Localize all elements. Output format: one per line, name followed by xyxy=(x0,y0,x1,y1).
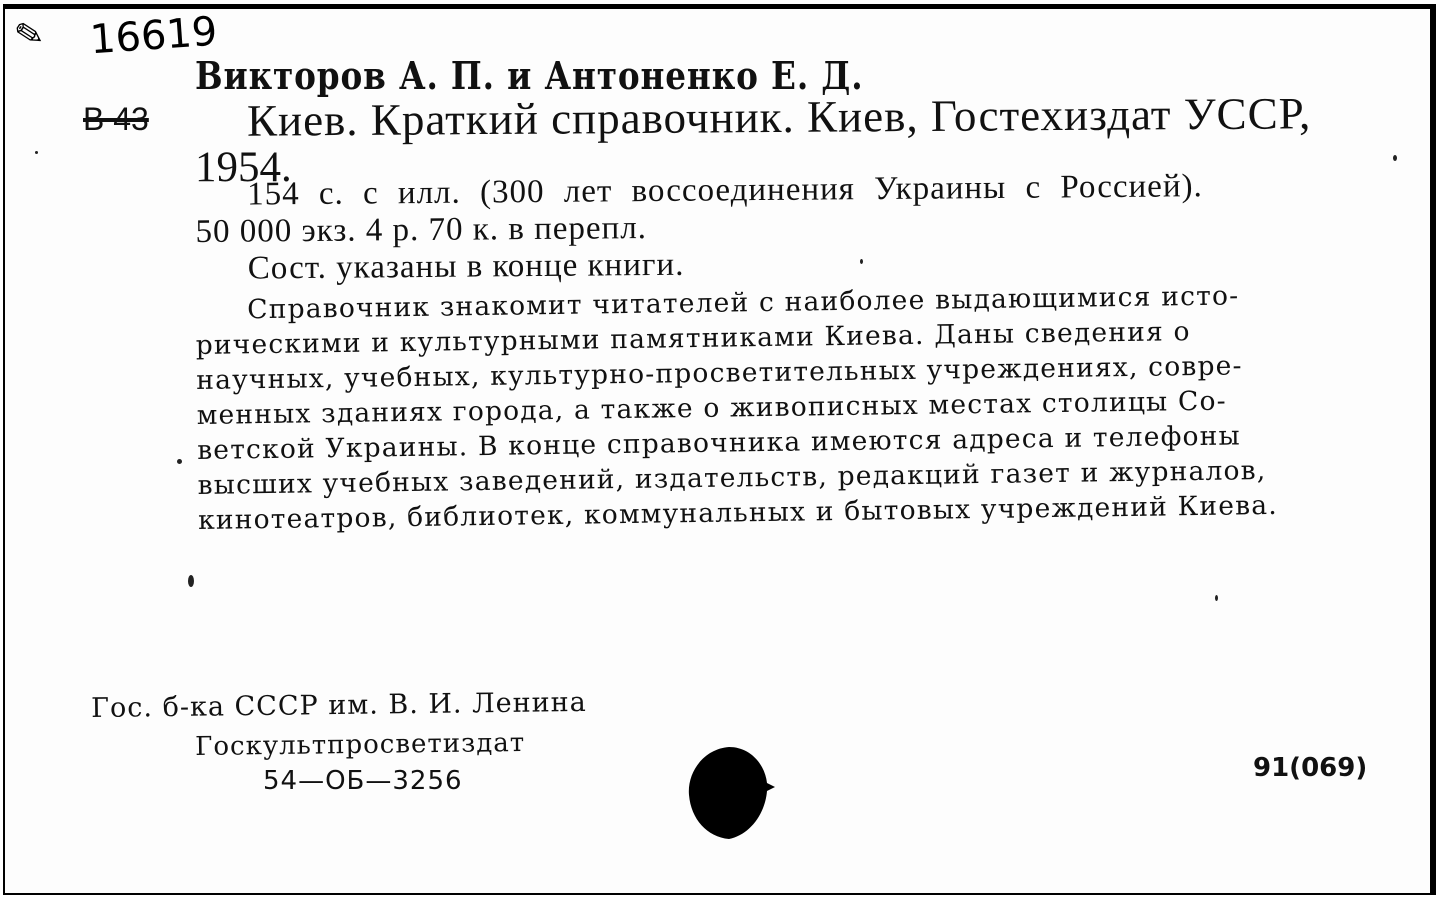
shelf-code: В 43 xyxy=(83,101,149,137)
udc-code: 91(069) xyxy=(1253,753,1368,783)
description-line: 50 000 экз. 4 р. 70 к. в перепл. xyxy=(195,210,648,250)
card-publisher: Госкультпросветиздат xyxy=(195,727,526,762)
library-imprint: Гос. б-ка СССР им. В. И. Ленина xyxy=(91,686,587,724)
ink-speck xyxy=(1393,155,1397,161)
ink-speck xyxy=(1215,595,1218,601)
annotation-line: Справочник знакомит читателей с наиболее выдающимися исто- xyxy=(247,280,1240,326)
annotation-line: высших учебных заведений, издательств, редакций газет и журналов, xyxy=(197,455,1267,501)
description-line: Сост. указаны в конце книги. xyxy=(247,246,685,287)
annotation-line: ветской Украины. В конце справочника имеются адреса и телефоны xyxy=(196,420,1242,466)
ink-speck xyxy=(35,151,38,154)
title-line: Киев. Краткий справочник. Киев, Гостехиздат УССР, xyxy=(246,88,1312,146)
annotation xyxy=(195,278,1278,538)
ink-speck xyxy=(860,259,863,264)
ink-speck xyxy=(188,575,194,587)
annotation-line: рическими и культурными памятниками Киева. Даны сведения о xyxy=(195,316,1191,361)
handwritten-mark-icon: ✎ xyxy=(11,12,48,58)
order-number: 54—ОБ—3256 xyxy=(263,766,463,796)
annotation-line: научных, учебных, культурно-просветительных учреждениях, совре- xyxy=(196,350,1243,396)
inventory-number: 16619 xyxy=(88,8,219,64)
ink-speck xyxy=(177,459,182,464)
physical-description xyxy=(195,168,1204,288)
catalog-card xyxy=(3,4,1436,895)
title-year: 1954. xyxy=(195,144,292,191)
annotation-line: менных зданиях города, а также о живописных местах столицы Со- xyxy=(196,385,1227,431)
annotation-line: кинотеатров, библиотек, коммунальных и бытовых учреждений Киева. xyxy=(197,489,1279,536)
punch-hole-icon xyxy=(685,745,777,841)
authors-heading: Викторов А. П. и Антоненко Е. Д. xyxy=(195,53,864,98)
description-line: 154 с. с илл. (300 лет воссоединения Украины с Россией). xyxy=(246,168,1203,213)
